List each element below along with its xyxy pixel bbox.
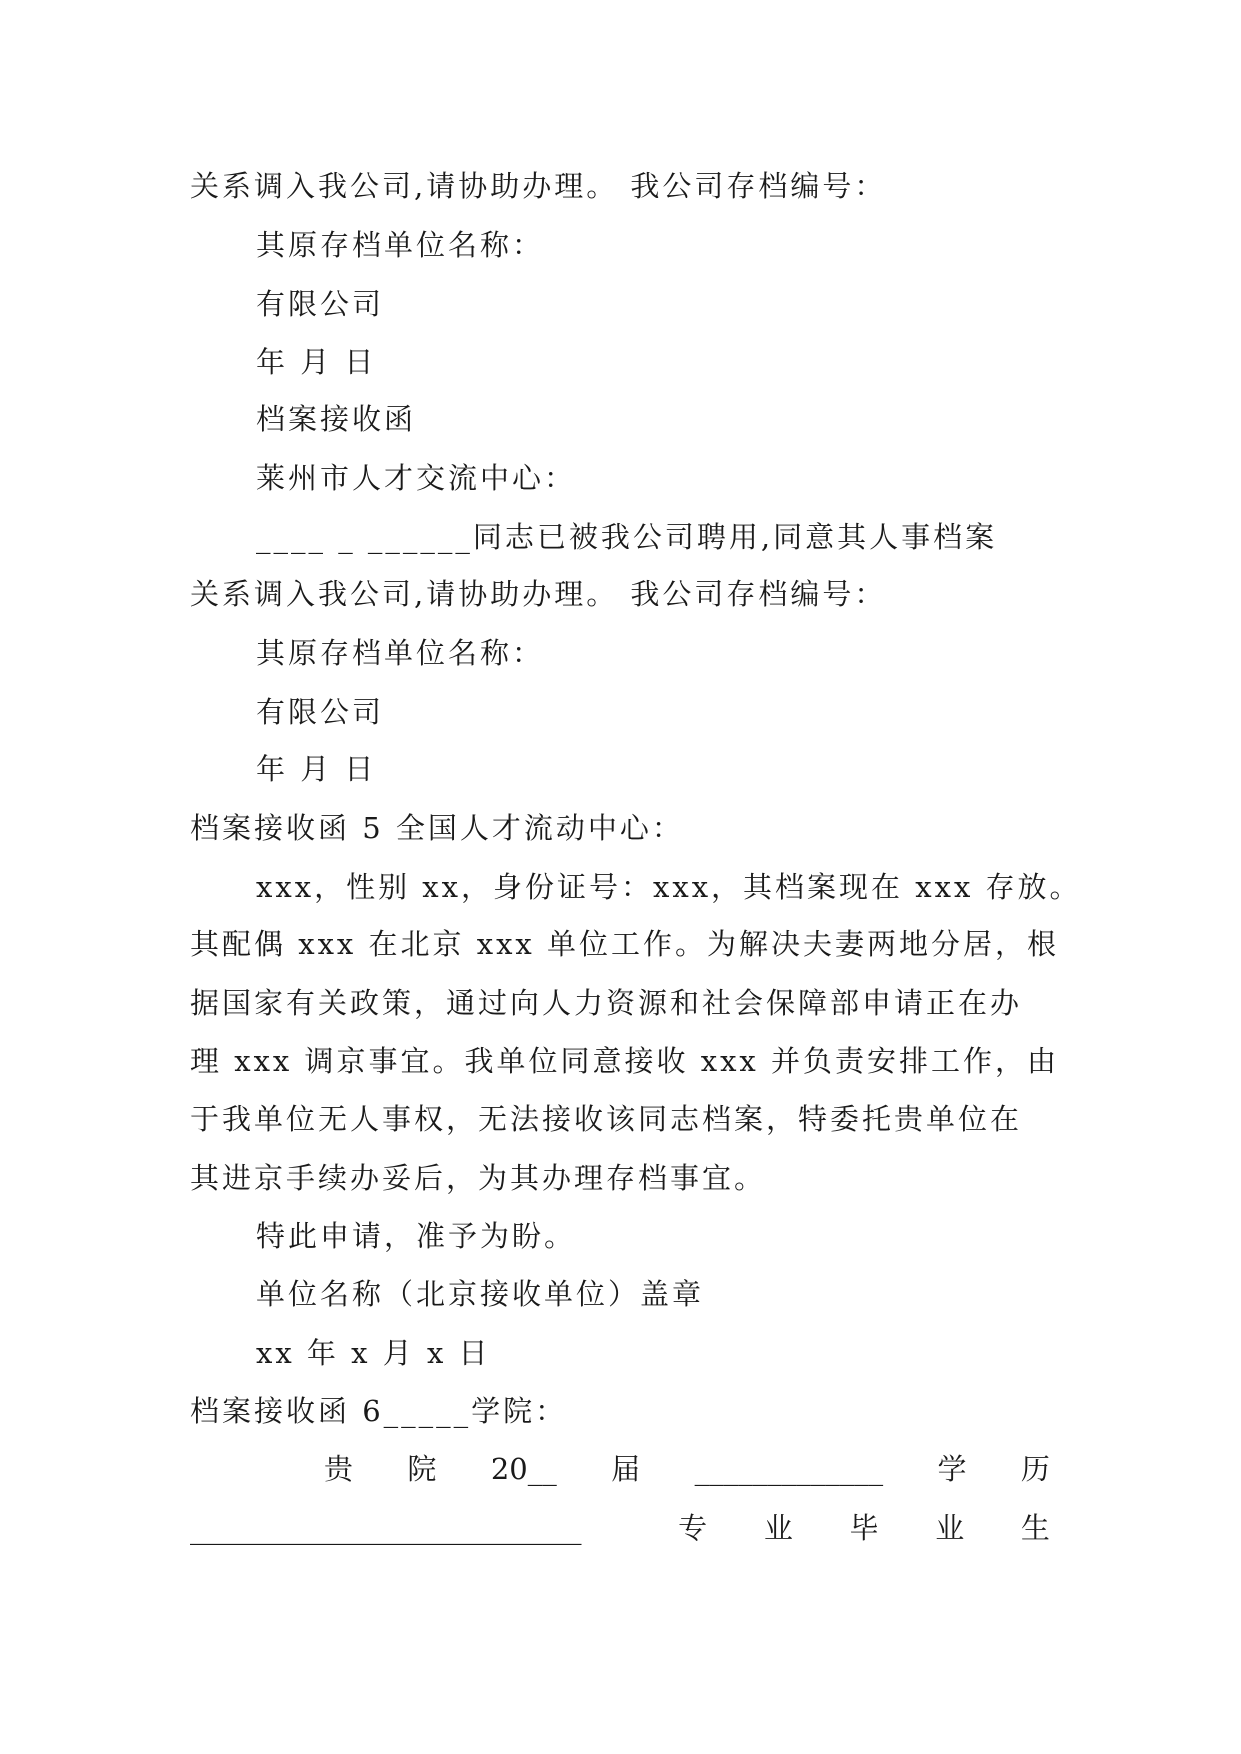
spread-word: _____________	[694, 1452, 884, 1486]
spread-word: ___________________________	[190, 1511, 582, 1545]
text-line: 关系调入我公司,请协助办理。 我公司存档编号：	[190, 169, 887, 203]
text-line: xxx，性别 xx，身份证号：xxx，其档案现在 xxx 存放。	[256, 870, 1082, 904]
text-line: ____ _ ______同志已被我公司聘用,同意其人事档案	[256, 520, 998, 554]
text-line: 单位名称（北京接收单位）盖章	[256, 1277, 705, 1311]
spread-word: 院	[407, 1452, 437, 1486]
text-line: 特此申请，准予为盼。	[256, 1219, 577, 1253]
text-line: 年 月 日	[256, 752, 377, 786]
text-line: 档案接收函 6_____学院：	[190, 1394, 568, 1428]
spread-word: 业	[935, 1511, 965, 1545]
spread-text-line	[190, 1451, 1050, 1487]
spread-word: 学	[937, 1452, 967, 1486]
text-line: 于我单位无人事权，无法接收该同志档案，特委托贵单位在	[190, 1102, 1023, 1136]
text-line: 档案接收函	[256, 402, 417, 436]
spread-word: 业	[763, 1511, 793, 1545]
text-line: 档案接收函 5 全国人才流动中心：	[190, 811, 684, 845]
text-line: 据国家有关政策，通过向人力资源和社会保障部申请正在办	[190, 986, 1023, 1020]
text-line: 理 xxx 调京事宜。我单位同意接收 xxx 并负责安排工作，由	[190, 1044, 1060, 1078]
spread-word: 届	[611, 1452, 641, 1486]
text-line: xx 年 x 月 x 日	[256, 1336, 491, 1370]
spread-word: 历	[1020, 1452, 1050, 1486]
text-line: 其进京手续办妥后，为其办理存档事宜。	[190, 1161, 767, 1195]
text-line: 其原存档单位名称：	[256, 228, 545, 262]
spread-word: 20__	[490, 1452, 557, 1486]
text-line: 有限公司	[256, 695, 385, 729]
text-line: 其配偶 xxx 在北京 xxx 单位工作。为解决夫妻两地分居，根	[190, 927, 1060, 961]
text-line: 莱州市人才交流中心：	[256, 461, 577, 495]
text-line: 关系调入我公司,请协助办理。 我公司存档编号：	[190, 577, 887, 611]
text-line: 其原存档单位名称：	[256, 636, 545, 670]
spread-word: 贵	[324, 1452, 354, 1486]
text-line: 年 月 日	[256, 345, 377, 379]
spread-word: 生	[1020, 1511, 1050, 1545]
spread-word: 专	[678, 1511, 708, 1545]
spread-word: 毕	[849, 1511, 879, 1545]
spread-text-line	[190, 1510, 1050, 1546]
text-line: 有限公司	[256, 287, 385, 321]
